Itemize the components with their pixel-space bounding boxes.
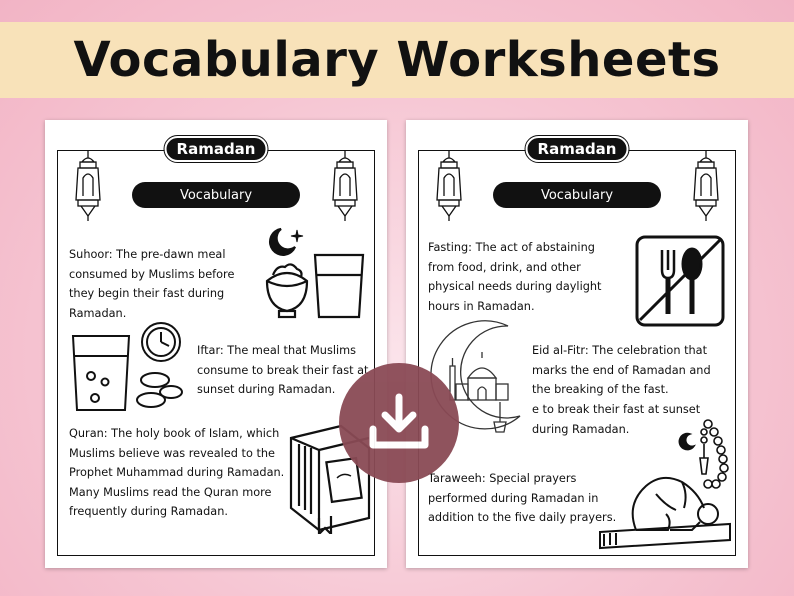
vocab-entry-taraweeh: Taraweeh: Special prayers performed during Ramadan in addition to the five daily prayers. [428, 472, 617, 524]
vocab-entry-suhoor: Suhoor: The pre-dawn meal consumed by Muslims before they begin their fast during Ramadan. [69, 248, 235, 320]
suhoor-meal-icon [263, 225, 367, 323]
lantern-icon [690, 150, 722, 222]
no-eating-icon [634, 234, 726, 328]
worksheet-left [45, 120, 387, 568]
iftar-meal-icon [71, 320, 183, 414]
vocabulary-label: Vocabulary [132, 182, 300, 208]
lantern-icon [329, 150, 361, 222]
vocab-entry-eid: Eid al-Fitr: The celebration that marks the end of Ramadan and the breaking of the fast. [532, 344, 711, 396]
download-icon [367, 393, 431, 453]
download-button[interactable] [339, 363, 459, 483]
lantern-icon [433, 150, 465, 222]
vocabulary-label: Vocabulary [493, 182, 661, 208]
worksheet-right [406, 120, 748, 568]
title-banner [0, 22, 794, 98]
vocab-entry-quran: Quran: The holy book of Islam, which Muslims believe was revealed to the Prophet Muhammad during Ramadan. Many Muslims read the Quran more frequently during Ramadan. [69, 427, 285, 518]
page-title: Vocabulary Worksheets [73, 32, 721, 88]
vocab-entry-iftar: Iftar: The meal that Muslims consume to break their fast at sunset during Ramadan. [197, 344, 369, 396]
vocab-entry-fasting: Fasting: The act of abstaining from food, drink, and other physical needs during daylight hours in Ramadan. [428, 241, 602, 313]
ramadan-header: Ramadan [526, 136, 629, 162]
praying-person-icon [596, 464, 734, 554]
ramadan-header: Ramadan [165, 136, 268, 162]
lantern-icon [72, 150, 104, 222]
vocab-entry-fragment: e to break their fast at sunset during Ramadan. [532, 403, 701, 436]
